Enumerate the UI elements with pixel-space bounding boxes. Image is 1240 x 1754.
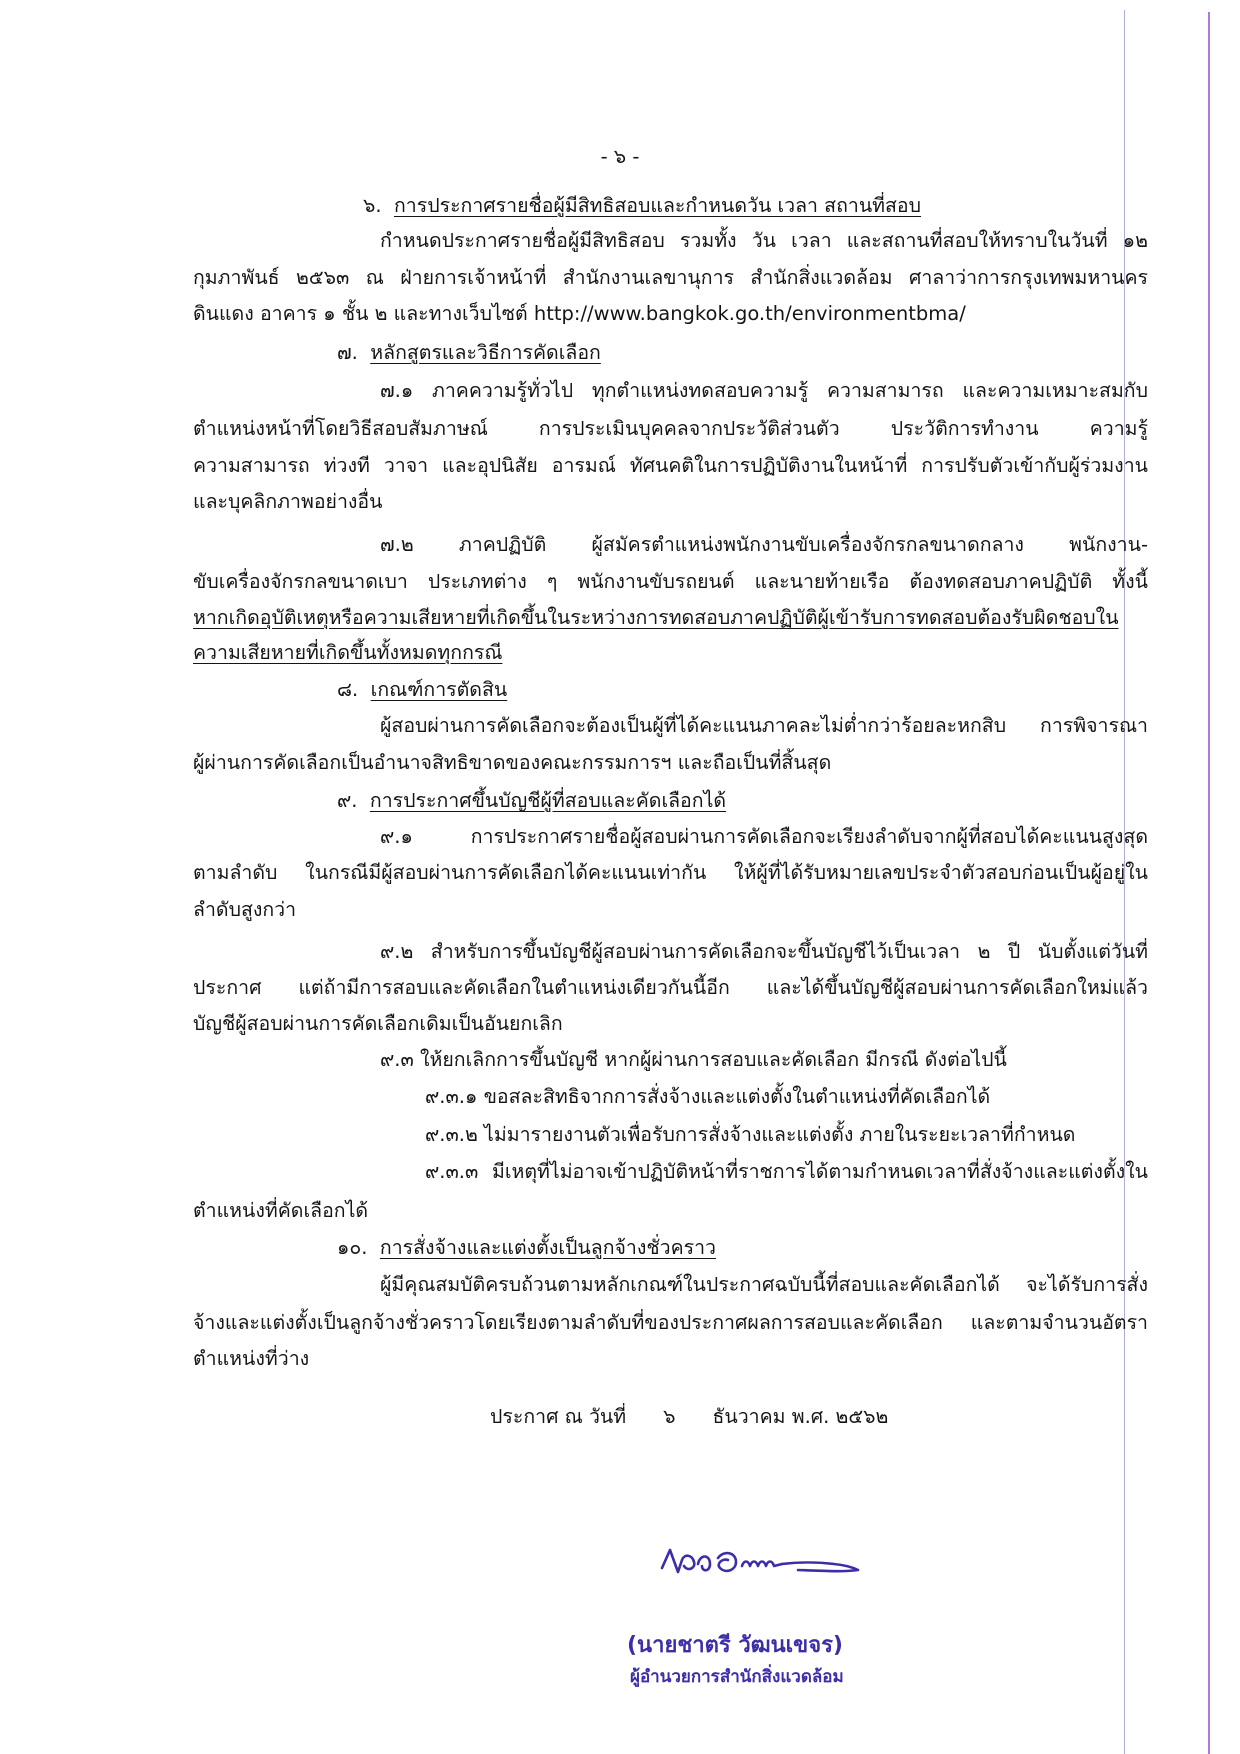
section-7-title: หลักสูตรและวิธีการคัดเลือก <box>370 341 601 364</box>
section-10-line-1: ผู้มีคุณสมบัติครบถ้วนตามหลักเกณฑ์ในประกาศฉบับนี้ที่สอบและคัดเลือกได้ จะได้รับการสั่ง <box>380 1273 1148 1296</box>
announce-label: ประกาศ ณ วันที่ <box>490 1405 627 1428</box>
section-9-3-1-item: ๙.๓.๑ ขอสละสิทธิจากการสั่งจ้างและแต่งตั้งในตำแหน่งที่คัดเลือกได้ <box>425 1085 991 1108</box>
section-6-title: การประกาศรายชื่อผู้มีสิทธิสอบและกำหนดวัน เวลา สถานที่สอบ <box>393 194 922 217</box>
section-7-2-line-2: ขับเครื่องจักรกลขนาดเบา ประเภทต่าง ๆ พนักงานขับรถยนต์ และนายท้ายเรือ ต้องทดสอบภาคปฏิบัติ ทั้งนี้ <box>193 570 1148 593</box>
section-7-number: ๗. <box>337 341 358 364</box>
section-8-heading <box>337 675 507 705</box>
margin-line-purple <box>1208 12 1210 1754</box>
section-6-line-2: กุมภาพันธ์ ๒๕๖๓ ณ ฝ่ายการเจ้าหน้าที่ สำนักงานเลขานุการ สำนักสิ่งแวดล้อม ศาลาว่าการกรุงเทพมหานคร <box>193 266 1148 289</box>
section-9-title: การประกาศขึ้นบัญชีผู้ที่สอบและคัดเลือกได้ <box>369 789 727 812</box>
section-7-1-line-1: ๗.๑ ภาคความรู้ทั่วไป ทุกตำแหน่งทดสอบความรู้ ความสามารถ และความเหมาะสมกับ <box>380 379 1148 402</box>
section-8-number: ๘. <box>337 678 359 701</box>
section-6-line-1: กำหนดประกาศรายชื่อผู้มีสิทธิสอบ รวมทั้ง วัน เวลา และสถานที่สอบให้ทราบในวันที่ ๑๒ <box>380 229 1148 252</box>
section-9-heading <box>337 786 726 816</box>
section-7-1-line-3: ความสามารถ ท่วงที วาจา และอุปนิสัย อารมณ์ ทัศนคติในการปฏิบัติงานในหน้าที่ การปรับตัวเข้ากับผู้ร่วมงาน <box>193 454 1148 477</box>
section-9-3-line: ๙.๓ ให้ยกเลิกการขึ้นบัญชี หากผู้ผ่านการสอบและคัดเลือก มีกรณี ดังต่อไปนี้ <box>380 1048 1007 1071</box>
section-6-line-3: ดินแดง อาคาร ๑ ชั้น ๒ และทางเว็บไซต์ http://www.bangkok.go.th/environmentbma/ <box>193 302 966 325</box>
section-7-1-line-4: และบุคลิกภาพอย่างอื่น <box>193 490 383 513</box>
section-9-1-line-1: ๙.๑ การประกาศรายชื่อผู้สอบผ่านการคัดเลือกจะเรียงลำดับจากผู้ที่สอบได้คะแนนสูงสุด <box>380 825 1148 848</box>
section-9-2-line-1: ๙.๒ สำหรับการขึ้นบัญชีผู้สอบผ่านการคัดเลือกจะขึ้นบัญชีไว้เป็นเวลา ๒ ปี นับตั้งแต่วันที่ <box>380 940 1148 963</box>
section-10-heading <box>337 1233 716 1263</box>
section-10-number: ๑๐. <box>337 1236 368 1259</box>
section-9-1-line-3: ลำดับสูงกว่า <box>193 898 297 921</box>
announce-month-year: ธันวาคม พ.ศ. ๒๕๖๒ <box>712 1405 889 1428</box>
section-7-heading <box>337 338 601 368</box>
section-9-2-line-3: บัญชีผู้สอบผ่านการคัดเลือกเดิมเป็นอันยกเลิก <box>193 1012 563 1035</box>
page-number: - ๖ - <box>600 145 640 168</box>
section-7-2-line-3: หากเกิดอุบัติเหตุหรือความเสียหายที่เกิดขึ้นในระหว่างการทดสอบภาคปฏิบัติผู้เข้ารับการทดสอบต้องรับผิดชอบใน <box>193 606 1119 629</box>
signatory-title: ผู้อำนวยการสำนักสิ่งแวดล้อม <box>630 1667 844 1687</box>
signatory-name: (นายชาตรี วัฒนเขจร) <box>627 1633 843 1658</box>
section-9-1-line-2: ตามลำดับ ในกรณีมีผู้สอบผ่านการคัดเลือกได้คะแนนเท่ากัน ให้ผู้ที่ได้รับหมายเลขประจำตัวสอบก่อนเป็นผู้อยู่ใน <box>193 861 1148 884</box>
section-6-heading <box>363 191 921 221</box>
section-6-number: ๖. <box>363 194 382 217</box>
section-9-3-3-item: ๙.๓.๓ มีเหตุที่ไม่อาจเข้าปฏิบัติหน้าที่ราชการได้ตามกำหนดเวลาที่สั่งจ้างและแต่งตั้งใน <box>425 1160 1148 1183</box>
section-9-3-2-item: ๙.๓.๒ ไม่มารายงานตัวเพื่อรับการสั่งจ้างและแต่งตั้ง ภายในระยะเวลาที่กำหนด <box>425 1123 1076 1146</box>
section-7-1-line-2: ตำแหน่งหน้าที่โดยวิธีสอบสัมภาษณ์ การประเมินบุคคลจากประวัติส่วนตัว ประวัติการทำงาน ความรู้ <box>193 417 1148 440</box>
section-9-2-line-2: ประกาศ แต่ถ้ามีการสอบและคัดเลือกในตำแหน่งเดียวกันนี้อีก และได้ขึ้นบัญชีผู้สอบผ่านการคัดเลือกใหม่แล้ว <box>193 976 1148 999</box>
section-10-line-2: จ้างและแต่งตั้งเป็นลูกจ้างชั่วคราวโดยเรียงตามลำดับที่ของประกาศผลการสอบและคัดเลือก และตามจำนวนอัตรา <box>193 1311 1148 1334</box>
section-9-number: ๙. <box>337 789 358 812</box>
section-7-2-line-4: ความเสียหายที่เกิดขึ้นทั้งหมดทุกกรณี <box>193 641 503 664</box>
section-10-line-3: ตำแหน่งที่ว่าง <box>193 1347 310 1370</box>
section-8-line-1: ผู้สอบผ่านการคัดเลือกจะต้องเป็นผู้ที่ได้คะแนนภาคละไม่ต่ำกว่าร้อยละหกสิบ การพิจารณา <box>380 714 1148 737</box>
announce-day: ๖ <box>663 1405 676 1428</box>
announce-line <box>490 1402 888 1432</box>
section-8-line-2: ผู้ผ่านการคัดเลือกเป็นอำนาจสิทธิขาดของคณะกรรมการฯ และถือเป็นที่สิ้นสุด <box>193 751 832 774</box>
signature-mark <box>648 1538 878 1588</box>
section-7-2-line-1: ๗.๒ ภาคปฏิบัติ ผู้สมัครตำแหน่งพนักงานขับเครื่องจักรกลขนาดกลาง พนักงาน- <box>380 533 1148 556</box>
section-8-title: เกณฑ์การตัดสิน <box>370 678 508 701</box>
section-9-3-tail: ตำแหน่งที่คัดเลือกได้ <box>193 1199 369 1222</box>
section-10-title: การสั่งจ้างและแต่งตั้งเป็นลูกจ้างชั่วคราว <box>379 1236 716 1259</box>
